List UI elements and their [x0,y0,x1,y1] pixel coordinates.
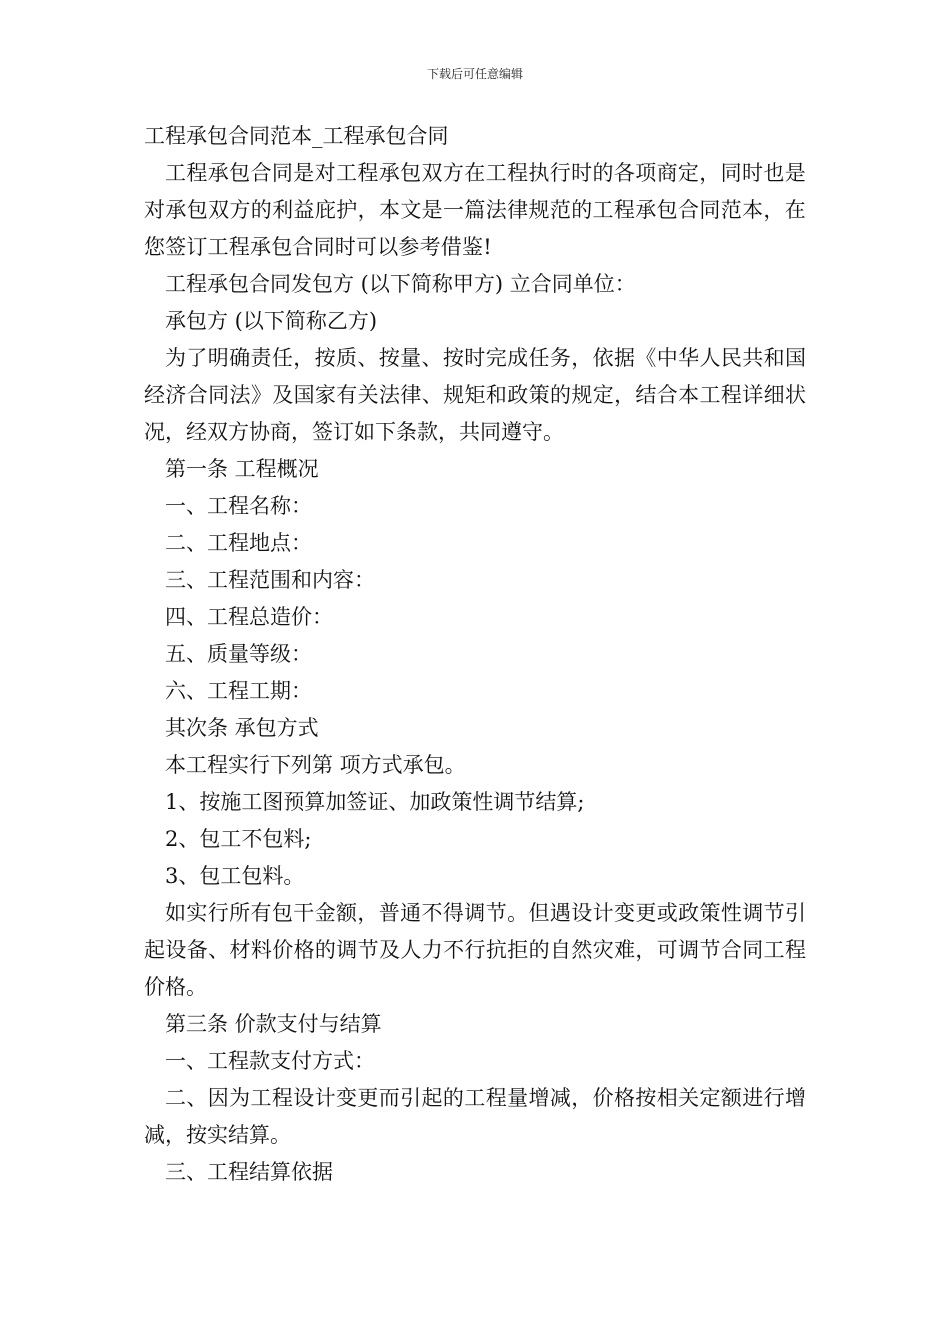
intro-paragraph: 工程承包合同是对工程承包双方在工程执行时的各项商定，同时也是对承包双方的利益庇护，本文是一篇法律规范的工程承包合同范本，在您签订工程承包合同时可以参考借鉴! [144,161,806,259]
article-3-heading: 第三条 价款支付与结算 [165,1012,382,1036]
page-header-note: 下载后可任意编辑 [426,67,523,81]
article-1-item: 二、工程地点： [165,531,312,555]
party-b-line: 承包方 (以下简称乙方) [165,309,378,333]
document-body [144,118,806,1191]
preamble-paragraph: 为了明确责任，按质、按量、按时完成任务，依据《中华人民共和国经济合同法》及国家有关法律、规矩和政策的规定，结合本工程详细状况，经双方协商，签订如下条款，共同遵守。 [144,346,806,444]
article-1-item: 四、工程总造价： [165,605,333,629]
article-2-item: 1、按施工图预算加签证、加政策性调节结算; [165,790,585,814]
article-3-item-2: 二、因为工程设计变更而引起的工程量增减，价格按相关定额进行增减，按实结算。 [144,1086,806,1147]
article-3-item-1: 一、工程款支付方式： [165,1049,375,1073]
article-2-lead: 本工程实行下列第 项方式承包。 [165,753,466,777]
article-2-heading: 其次条 承包方式 [165,716,319,740]
article-3-item-3: 三、工程结算依据 [165,1160,333,1184]
article-2-note: 如实行所有包干金额，普通不得调节。但遇设计变更或政策性调节引起设备、材料价格的调节及人力不行抗拒的自然灾难，可调节合同工程价格。 [144,901,806,999]
party-a-line: 工程承包合同发包方 (以下简称甲方) 立合同单位： [165,272,636,296]
article-1-item: 五、质量等级： [165,642,312,666]
article-1-heading: 第一条 工程概况 [165,457,319,481]
article-1-item: 六、工程工期： [165,679,312,703]
article-1-item: 三、工程范围和内容： [165,568,375,592]
article-2-item: 2、包工不包料; [165,827,312,851]
document-title: 工程承包合同范本_工程承包合同 [144,124,449,148]
article-2-item: 3、包工包料。 [165,864,305,888]
article-1-item: 一、工程名称： [165,494,312,518]
